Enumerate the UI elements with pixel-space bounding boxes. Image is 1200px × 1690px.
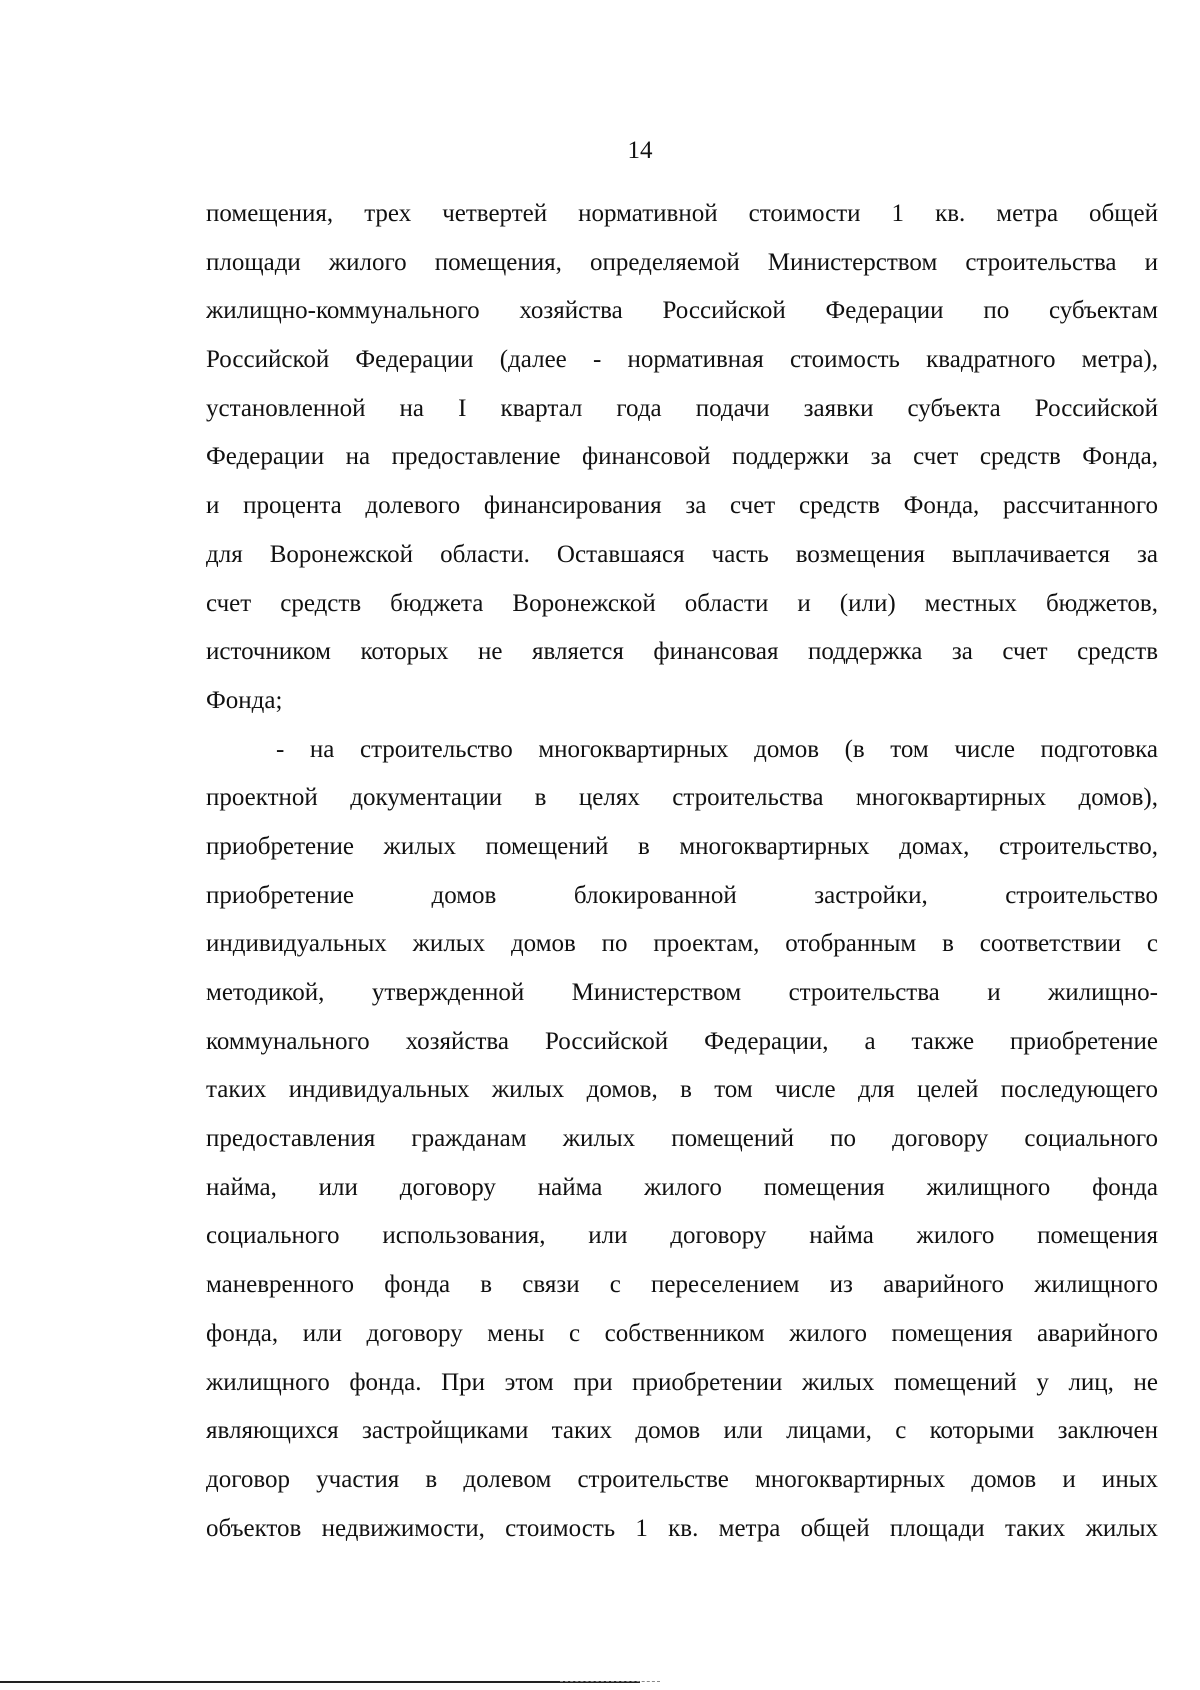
- text-line: Федерации на предоставление финансовой поддержки за счет средств Фонда,: [206, 443, 1158, 471]
- text-line: Фонда;: [206, 686, 283, 714]
- text-line: установленной на I квартал года подачи заявки субъекта Российской: [206, 394, 1158, 422]
- text-line: индивидуальных жилых домов по проектам, отобранным в соответствии с: [206, 930, 1158, 958]
- text-line: предоставления гражданам жилых помещений по договору социального: [206, 1125, 1158, 1153]
- paragraph-first-line: - на строительство многоквартирных домов (в том числе подготовка: [276, 735, 1158, 763]
- text-line: договор участия в долевом строительстве многоквартирных домов и иных: [206, 1465, 1158, 1493]
- text-line: проектной документации в целях строительства многоквартирных домов),: [206, 784, 1158, 812]
- text-line: методикой, утвержденной Министерством строительства и жилищно-: [206, 979, 1158, 1006]
- text-line: социального использования, или договору найма жилого помещения: [206, 1222, 1158, 1250]
- text-line: счет средств бюджета Воронежской области и (или) местных бюджетов,: [206, 589, 1158, 617]
- text-line: жилищно-коммунального хозяйства Российской Федерации по субъектам: [206, 297, 1158, 325]
- text-line: являющихся застройщиками таких домов или лицами, с которыми заключен: [206, 1417, 1158, 1445]
- text-line: таких индивидуальных жилых домов, в том числе для целей последующего: [206, 1076, 1158, 1104]
- text-line: Российской Федерации (далее - нормативная стоимость квадратного метра),: [206, 346, 1158, 374]
- text-line: жилищного фонда. При этом при приобретении жилых помещений у лиц, не: [206, 1368, 1158, 1396]
- text-line: фонда, или договору мены с собственником жилого помещения аварийного: [206, 1319, 1158, 1347]
- text-line: источником которых не является финансовая поддержка за счет средств: [206, 638, 1158, 666]
- text-line: приобретение домов блокированной застройки, строительство: [206, 881, 1158, 909]
- text-line: найма, или договору найма жилого помещения жилищного фонда: [206, 1173, 1158, 1201]
- text-line: площади жилого помещения, определяемой Министерством строительства и: [206, 248, 1158, 276]
- body-text: [206, 190, 1158, 1553]
- scan-edge-line: [0, 1681, 640, 1683]
- text-line: и процента долевого финансирования за счет средств Фонда, рассчитанного: [206, 492, 1158, 520]
- text-line: для Воронежской области. Оставшаяся часть возмещения выплачивается за: [206, 540, 1158, 568]
- text-line: коммунального хозяйства Российской Федерации, а также приобретение: [206, 1027, 1158, 1055]
- text-line: объектов недвижимости, стоимость 1 кв. метра общей площади таких жилых: [206, 1514, 1158, 1542]
- text-line: маневренного фонда в связи с переселением из аварийного жилищного: [206, 1271, 1158, 1299]
- text-line: помещения, трех четвертей нормативной стоимости 1 кв. метра общей: [206, 200, 1158, 227]
- scan-edge-line-faint: [560, 1681, 660, 1682]
- text-line: приобретение жилых помещений в многоквартирных домах, строительство,: [206, 832, 1158, 860]
- page-number: 14: [627, 137, 653, 164]
